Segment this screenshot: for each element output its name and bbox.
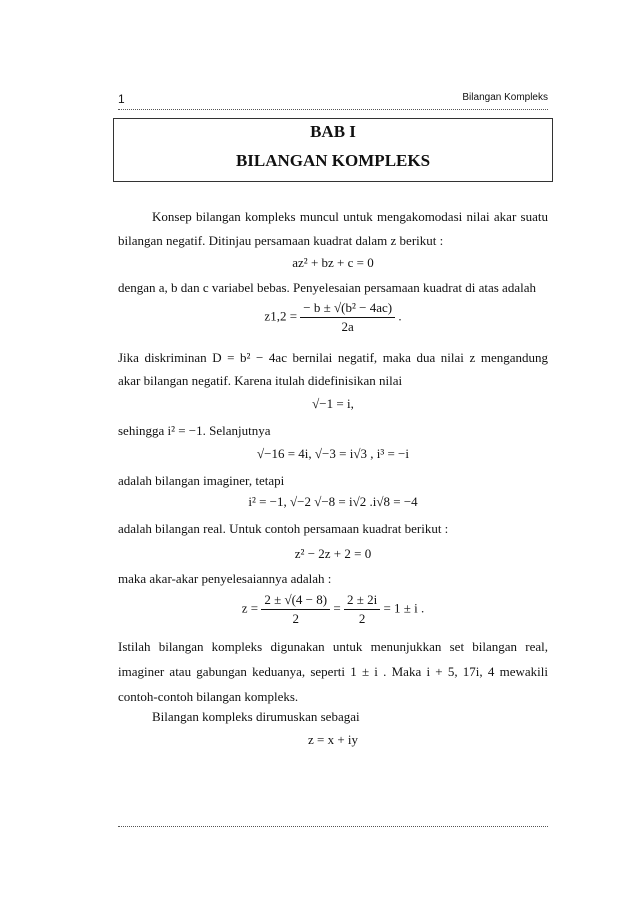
equation-complex-form: z = x + iy bbox=[307, 732, 359, 747]
header-rule bbox=[118, 109, 548, 110]
para1-line2: bilangan negatif. Ditinjau persamaan kuadrat dalam z berikut : bbox=[118, 233, 444, 248]
para5: adalah bilangan imaginer, tetapi bbox=[118, 473, 285, 488]
para2: dengan a, b dan c variabel bebas. Penyelesaian persamaan kuadrat di atas adalah bbox=[118, 280, 536, 295]
equation-quadratic-formula bbox=[113, 300, 553, 335]
eq7-denominator1: 2 bbox=[292, 611, 299, 626]
page-number: 1 bbox=[118, 92, 125, 106]
eq7-tail: = 1 ± i . bbox=[383, 600, 425, 616]
para8-line2: imaginer atau gabungan keduanya, seperti 1 ± i . Maka i + 5, 17i, 4 mewakili bbox=[118, 664, 548, 679]
equation-quadratic: az² + bz + c = 0 bbox=[292, 255, 374, 270]
equation-imaginary-examples: √−16 = 4i, √−3 = i√3 , i³ = −i bbox=[257, 446, 409, 461]
eq2-tail: . bbox=[398, 308, 402, 324]
para3-line2: akar bilangan negatif. Karena itulah didefinisikan nilai bbox=[118, 373, 403, 388]
eq7-numerator2: 2 ± 2i bbox=[344, 592, 380, 610]
para4: sehingga i² = −1. Selanjutnya bbox=[118, 423, 271, 438]
eq7-fraction2 bbox=[344, 592, 380, 627]
running-title: Bilangan Kompleks bbox=[462, 92, 548, 103]
chapter-label: BAB I bbox=[310, 122, 356, 141]
eq2-numerator: − b ± √(b² − 4ac) bbox=[300, 300, 395, 318]
eq7-denominator2: 2 bbox=[358, 611, 366, 626]
eq7-lhs: z = bbox=[241, 600, 259, 616]
para1-line1: Konsep bilangan kompleks muncul untuk mengakomodasi nilai akar suatu bbox=[152, 209, 548, 224]
equation-roots bbox=[113, 592, 553, 627]
chapter-title: BILANGAN KOMPLEKS bbox=[235, 151, 431, 170]
eq7-numerator1: 2 ± √(4 − 8) bbox=[261, 592, 330, 610]
eq7-mid: = bbox=[333, 600, 341, 616]
para8-line3: contoh-contoh bilangan kompleks. bbox=[118, 689, 299, 704]
footer-rule bbox=[118, 826, 548, 827]
para7: maka akar-akar penyelesaiannya adalah : bbox=[118, 571, 332, 586]
para6: adalah bilangan real. Untuk contoh persamaan kuadrat berikut : bbox=[118, 521, 449, 536]
eq2-fraction bbox=[300, 300, 395, 335]
equation-imaginary-unit: √−1 = i, bbox=[312, 396, 354, 411]
eq7-fraction1 bbox=[261, 592, 330, 627]
eq2-denominator: 2a bbox=[341, 319, 354, 334]
para3-line1: Jika diskriminan D = b² − 4ac bernilai negatif, maka dua nilai z mengandung bbox=[118, 350, 548, 365]
equation-example: z² − 2z + 2 = 0 bbox=[294, 546, 372, 561]
equation-real-product: i² = −1, √−2 √−8 = i√2 .i√8 = −4 bbox=[248, 494, 418, 509]
para9: Bilangan kompleks dirumuskan sebagai bbox=[152, 709, 360, 724]
eq2-lhs: z1,2 = bbox=[264, 308, 298, 324]
para8-line1: Istilah bilangan kompleks digunakan untuk menunjukkan set bilangan real, bbox=[118, 639, 548, 654]
